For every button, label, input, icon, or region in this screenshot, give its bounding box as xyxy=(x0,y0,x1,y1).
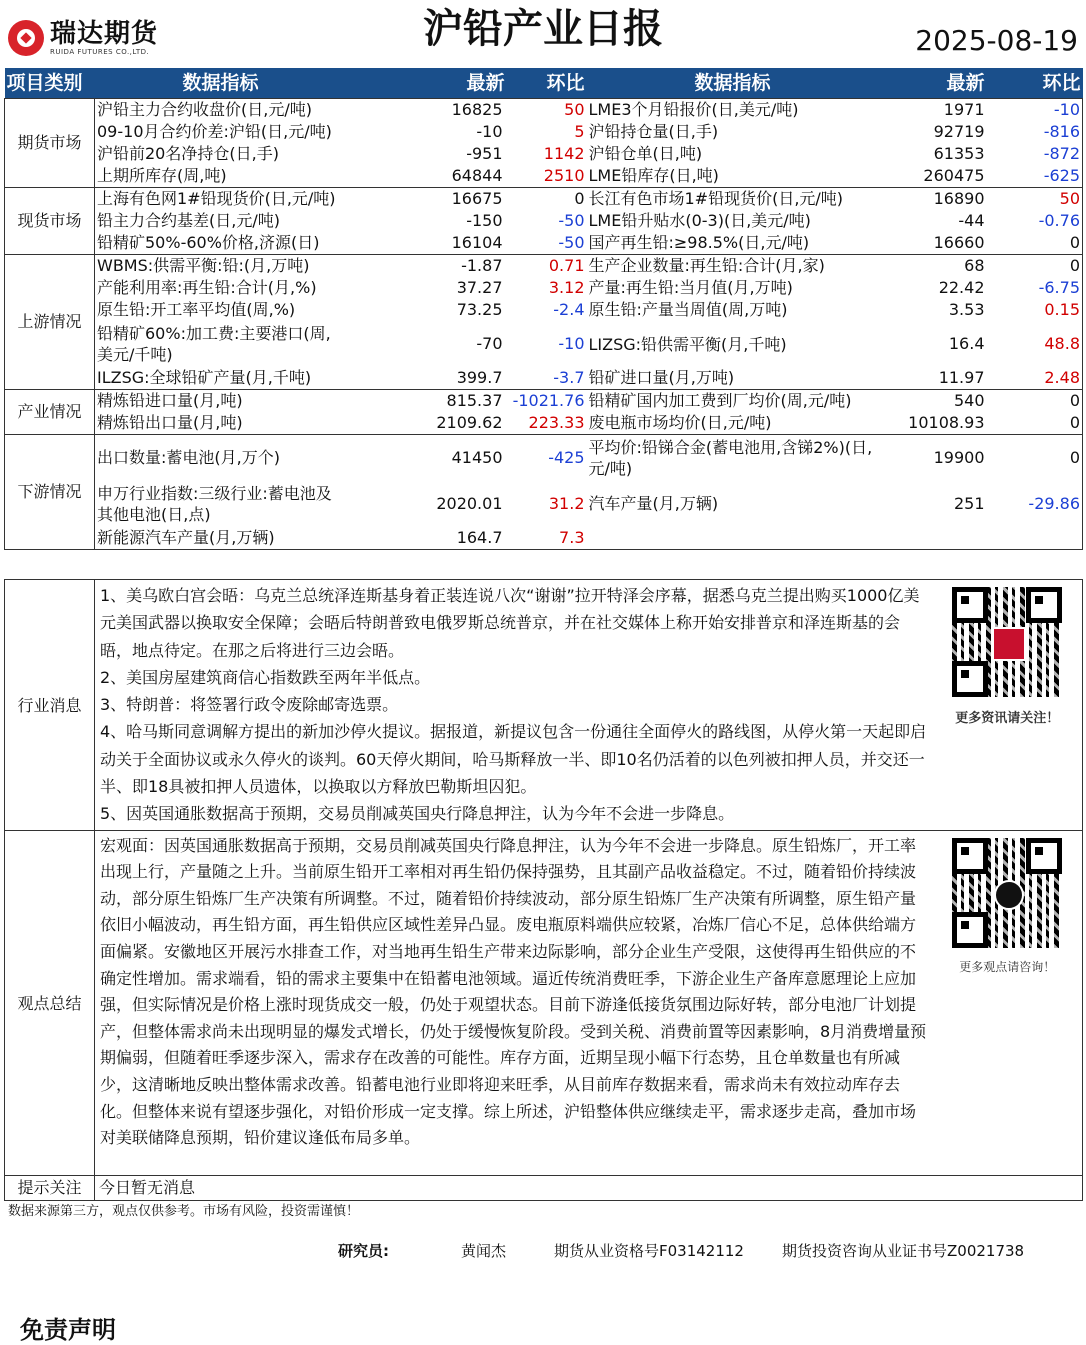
latest-value-left: 37.27 xyxy=(456,278,503,297)
change-value-left: -425 xyxy=(505,435,587,481)
latest-value-left: -951 xyxy=(466,144,503,163)
table-row xyxy=(5,412,1083,435)
change-value-left: 3.12 xyxy=(548,278,585,297)
table-row xyxy=(5,121,1083,143)
latest-value-right: 16.4 xyxy=(948,334,985,353)
latest-value-left: 164.7 xyxy=(347,527,505,550)
researcher-label: 研究员: xyxy=(338,1242,389,1260)
change-value-left: 0 xyxy=(505,188,587,211)
indicator-name-left: 申万行业指数:三级行业:蓄电池及其他电池(日,点) xyxy=(95,481,347,527)
indicator-name-right: 国产再生铅:≥98.5%(日,元/吨) xyxy=(588,233,810,252)
table-row xyxy=(5,390,1083,413)
latest-value-right: 11.97 xyxy=(938,368,985,387)
footer-note: 数据来源第三方，观点仅供参考。市场有风险，投资需谨慎！ xyxy=(8,1204,360,1219)
indicator-name-left: WBMS:供需平衡:铅:(月,万吨) xyxy=(95,255,347,278)
table-row xyxy=(5,527,1083,550)
indicator-name-left: 09-10月合约价差:沪铅(日,元/吨) xyxy=(95,121,347,143)
report-title: 沪铅产业日报 xyxy=(423,6,663,52)
researcher-license-1: 期货从业资格号F03142112 xyxy=(554,1242,744,1260)
latest-value-left: -1.87 xyxy=(347,255,505,278)
table-row xyxy=(5,435,1083,481)
section-category: 产业情况 xyxy=(5,390,95,435)
wechat-icon xyxy=(994,880,1024,910)
change-value-left: 7.3 xyxy=(505,527,587,550)
disclaimer-heading: 免责声明 xyxy=(20,1316,116,1344)
table-row xyxy=(5,99,1083,122)
table-row xyxy=(5,255,1083,278)
indicator-name-left: 沪铅主力合约收盘价(日,元/吨) xyxy=(95,99,347,122)
news-item: 3、特朗普：将签署行政令废除邮寄选票。 xyxy=(100,695,399,715)
news-item: 4、哈马斯同意调解方提出的新加沙停火提议。据报道，新提议包含一份通往全面停火的路线图，从停火第一天起即启动关于全面协议或永久停火的谈判。60天停火期间，哈马斯释放一半、即10名仍活着的以色列被扣押人员，并交还一半、即18具被扣押人员遗体，以换取以方释放巴勒斯坦囚犯。 xyxy=(100,722,927,797)
latest-value-left: 399.7 xyxy=(456,368,503,387)
logo-name: 瑞达期货 xyxy=(50,19,159,49)
news-item: 1、美乌欧白宫会晤：乌克兰总统泽连斯基身着正装连说八次“谢谢”拉开特泽会序幕，据悉乌克兰提出购买1000亿美元美国武器以换取安全保障；会晤后特朗普致电俄罗斯总统普京，并在社交媒体上称开始安排普京和泽连斯基的会晤，地点待定。在那之后将进行三边会晤。 xyxy=(100,586,920,660)
latest-value-right: 540 xyxy=(879,390,987,413)
news-item: 5、因英国通胀数据高于预期，交易员削减英国央行降息押注，认为今年不会进一步降息。 xyxy=(100,804,735,824)
data-table xyxy=(4,68,1083,550)
change-value-right: -29.86 xyxy=(987,481,1083,527)
latest-value-left: 2109.62 xyxy=(436,413,503,432)
latest-value-left: -70 xyxy=(476,334,503,353)
indicator-name-right: 长江有色市场1#铅现货价(日,元/吨) xyxy=(587,188,879,211)
latest-value-left: -10 xyxy=(476,122,503,141)
latest-value-right: 19900 xyxy=(879,435,987,481)
indicator-name-right: 原生铅:产量当周值(周,万吨) xyxy=(588,300,788,319)
change-value-left: 223.33 xyxy=(528,413,585,432)
indicator-name-right: 汽车产量(月,万辆) xyxy=(588,494,719,513)
wechat-qr-code-icon xyxy=(952,838,1062,948)
latest-value-left: 41450 xyxy=(347,435,505,481)
change-value-right: 0 xyxy=(987,255,1083,278)
tips-category: 提示关注 xyxy=(5,1175,95,1200)
latest-value-right: 16660 xyxy=(933,233,985,252)
indicator-name-left: 上海有色网1#铅现货价(日,元/吨) xyxy=(95,188,347,211)
latest-value-left: -150 xyxy=(466,211,503,230)
latest-value-right: 68 xyxy=(879,255,987,278)
change-value-right: -10 xyxy=(987,99,1083,122)
indicator-name-right: LME铅库存(日,吨) xyxy=(588,166,719,185)
indicator-name-right: 铅矿进口量(月,万吨) xyxy=(588,368,735,387)
change-value-right: -872 xyxy=(987,143,1083,165)
latest-value-left: 64844 xyxy=(451,166,503,185)
latest-value-right: 260475 xyxy=(923,166,985,185)
change-value-right: -816 xyxy=(987,121,1083,143)
table-row xyxy=(5,299,1083,321)
logo-english: RUIDA FUTURES CO.,LTD. xyxy=(50,48,150,56)
change-value-right: 50 xyxy=(987,188,1083,211)
header-indicator-right: 数据指标 xyxy=(587,68,879,99)
tips-text: 今日暂无消息 xyxy=(95,1175,1083,1200)
indicator-name-left: 铅精矿60%:加工费:主要港口(周,美元/千吨) xyxy=(95,321,347,367)
indicator-name-right: LIZSG:铅供需平衡(月,千吨) xyxy=(588,334,787,354)
latest-value-right: 251 xyxy=(953,493,985,513)
indicator-name-right: 平均价:铅锑合金(蓄电池用,含锑2%)(日,元/吨) xyxy=(587,435,879,481)
change-value-right: 0 xyxy=(987,412,1083,435)
indicator-name-right: 铅精矿国内加工费到厂均价(周,元/吨) xyxy=(587,390,879,413)
change-value-left: 31.2 xyxy=(548,493,585,513)
latest-value-right: 16890 xyxy=(879,188,987,211)
researcher-name: 黄闻杰 xyxy=(461,1242,507,1260)
summary-text: 宏观面：因英国通胀数据高于预期，交易员削减英国央行降息押注，认为今年不会进一步降息。原生铅炼厂，开工率出现上行，产量随之上升。当前原生铅开工率相对再生铅仍保持强势，且其副产品收益稳定。不过，随着铅价持续波动，部分原生铅炼厂生产决策有所调整。不过，随着铅价持续波动，部分原生铅炼厂生产决策有所调整，原生铅产量依旧小幅波动，再生铅方面，再生铅供应区域性差异凸显。废电瓶原料端供应较紧，冶炼厂信心不足，总体供给端方面偏紧。安徽地区开展污水排查工作，对当地再生铅生产带来边际影响，部分企业生产受限，这使得再生铅供应的不确定性增加。需求端看，铅的需求主要集中在铅蓄电池领域。逼近传统消费旺季，下游企业生产备库意愿理论上应加强，但实际情况是价格上涨时现货成交一般，仍处于观望状态。目前下游逢低接货氛围边际好转，部分电池厂计划提产，但整体需求尚未出现明显的爆发式增长，仍处于缓慢恢复阶段。受到关税、消费前置等因素影响，8月消费增量预期偏弱，但随着旺季逐步深入，需求存在改善的可能性。库存方面，近期呈现小幅下行态势，且仓单数量也有所减少，这清晰地反映出整体需求改善。铅蓄电池行业即将迎来旺季，从目前库存数据来看，需求尚未有效拉动库存去化。但整体来说有望逐步强化，对铅价形成一定支撑。综上所述，沪铅整体供应继续走平，需求逐步走高，叠加市场对美联储降息预期，铅价建议逢低布局多单。 xyxy=(100,835,927,1148)
indicator-name-right: 沪铅持仓量(日,手) xyxy=(588,122,719,141)
indicator-name-left: 出口数量:蓄电池(月,万个) xyxy=(95,435,347,481)
report-header xyxy=(0,0,1086,68)
indicator-name-left: 上期所库存(周,吨) xyxy=(95,165,347,188)
latest-value-left: 16825 xyxy=(347,99,505,122)
indicator-name-left: 产能利用率:再生铅:合计(月,%) xyxy=(95,277,347,299)
change-value-left: -10 xyxy=(558,334,585,353)
news-item: 2、美国房屋建筑商信心指数跌至两年半低点。 xyxy=(100,667,431,687)
table-row xyxy=(5,143,1083,165)
table-row xyxy=(5,481,1083,527)
news-category: 行业消息 xyxy=(5,580,95,831)
news-row xyxy=(5,580,1083,831)
change-value-right: -625 xyxy=(987,165,1083,188)
latest-value-right xyxy=(879,527,987,550)
table-row xyxy=(5,277,1083,299)
change-value-left: -2.4 xyxy=(553,300,585,319)
latest-value-left: 73.25 xyxy=(456,300,503,319)
indicator-name-left: 沪铅前20名净持仓(日,手) xyxy=(95,143,347,165)
header-change: 环比 xyxy=(505,68,587,99)
table-row xyxy=(5,321,1083,367)
indicator-name-right xyxy=(587,527,879,550)
change-value-right: -6.75 xyxy=(987,277,1083,299)
message-table xyxy=(4,579,1083,1201)
latest-value-right: 92719 xyxy=(933,122,985,141)
qr-logo-icon xyxy=(992,627,1026,661)
indicator-name-left: 原生铅:开工率平均值(周,%) xyxy=(95,299,347,321)
section-category: 上游情况 xyxy=(5,255,95,390)
indicator-name-right: LME3个月铅报价(日,美元/吨) xyxy=(587,99,879,122)
summary-qr-caption: 更多观点请咨询！ xyxy=(959,959,1056,974)
qr-code-icon xyxy=(952,587,1062,697)
section-category: 下游情况 xyxy=(5,435,95,550)
change-value-left: -50 xyxy=(558,211,585,230)
change-value-right: 0 xyxy=(987,232,1083,255)
latest-value-left: 16104 xyxy=(451,233,503,252)
change-value-right: 0.15 xyxy=(987,299,1083,321)
indicator-name-right: LME铅升贴水(0-3)(日,美元/吨) xyxy=(588,211,811,230)
latest-value-right: 3.53 xyxy=(948,300,985,319)
change-value-left: -1021.76 xyxy=(505,390,587,413)
news-list xyxy=(96,581,932,829)
indicator-name-right: 沪铅仓单(日,吨) xyxy=(588,144,703,163)
latest-value-left: 815.37 xyxy=(347,390,505,413)
change-value-left: 5 xyxy=(574,122,585,141)
header-latest: 最新 xyxy=(347,68,505,99)
table-row xyxy=(5,232,1083,255)
indicator-name-right: 废电瓶市场均价(日,元/吨) xyxy=(588,413,772,432)
header-change-right: 环比 xyxy=(987,68,1083,99)
indicator-name-left: 精炼铅进口量(月,吨) xyxy=(95,390,347,413)
header-indicator: 数据指标 xyxy=(95,68,347,99)
latest-value-right: 1971 xyxy=(879,99,987,122)
latest-value-left: 2020.01 xyxy=(436,493,503,513)
summary-row xyxy=(5,830,1083,1175)
summary-category: 观点总结 xyxy=(5,830,95,1175)
header-category: 项目类别 xyxy=(5,68,95,99)
indicator-name-left: ILZSG:全球铅矿产量(月,千吨) xyxy=(95,367,347,390)
table-row xyxy=(5,210,1083,232)
header-latest-right: 最新 xyxy=(879,68,987,99)
change-value-right: 0 xyxy=(987,390,1083,413)
indicator-name-right: 生产企业数量:再生铅:合计(月,家) xyxy=(587,255,879,278)
change-value-left: 50 xyxy=(505,99,587,122)
news-qr-caption: 更多资讯请关注！ xyxy=(955,711,1060,726)
indicator-name-left: 新能源汽车产量(月,万辆) xyxy=(95,527,347,550)
change-value-right: 48.8 xyxy=(987,321,1083,367)
change-value-left: 2510 xyxy=(543,166,585,185)
change-value-right: -0.76 xyxy=(987,210,1083,232)
latest-value-right: 10108.93 xyxy=(908,413,985,432)
change-value-left: -50 xyxy=(558,233,585,252)
table-row xyxy=(5,367,1083,390)
researcher-license-2: 期货投资咨询从业证书号Z0021738 xyxy=(782,1242,1025,1260)
report-date: 2025-08-19 xyxy=(915,24,1078,57)
change-value-right: 2.48 xyxy=(987,367,1083,390)
latest-value-left: 16675 xyxy=(347,188,505,211)
latest-value-right: -44 xyxy=(958,211,985,230)
indicator-name-left: 铅精矿50%-60%价格,济源(日) xyxy=(95,232,347,255)
latest-value-right: 22.42 xyxy=(938,278,985,297)
latest-value-right: 61353 xyxy=(933,144,985,163)
table-header-row xyxy=(5,68,1083,99)
change-value-right: 0 xyxy=(987,435,1083,481)
indicator-name-left: 精炼铅出口量(月,吨) xyxy=(95,412,347,435)
section-category: 现货市场 xyxy=(5,188,95,255)
change-value-right xyxy=(987,527,1083,550)
change-value-left: 1142 xyxy=(543,144,585,163)
tips-row xyxy=(5,1175,1083,1200)
indicator-name-left: 铅主力合约基差(日,元/吨) xyxy=(95,210,347,232)
change-value-left: 0.71 xyxy=(505,255,587,278)
table-row xyxy=(5,188,1083,211)
table-row xyxy=(5,165,1083,188)
section-category: 期货市场 xyxy=(5,99,95,188)
change-value-left: -3.7 xyxy=(553,368,585,387)
indicator-name-right: 产量:再生铅:当月值(月,万吨) xyxy=(588,278,793,297)
